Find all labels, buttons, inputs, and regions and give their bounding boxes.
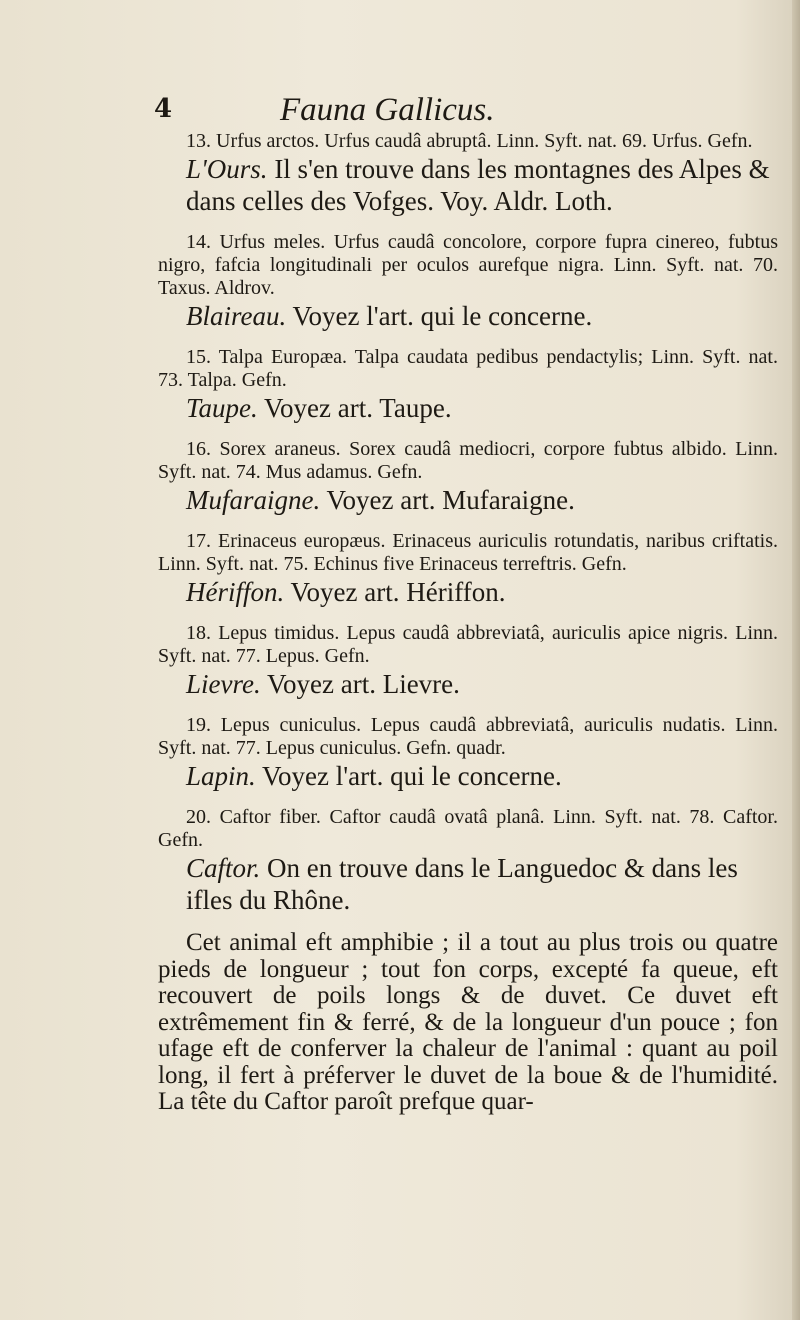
latin-description: 14. Urfus meles. Urfus caudâ concolore, corpore fupra cinereo, fubtus nigro, fafcia longitudinali per oculos aurefque nigra. Linn. Syft. nat. 70. Taxus. Aldrov.	[158, 231, 778, 299]
page-number: 4	[154, 94, 173, 124]
french-note	[158, 153, 778, 217]
species-entry-19	[158, 714, 778, 792]
latin-description: 17. Erinaceus europæus. Erinaceus auriculis rotundatis, naribus criftatis. Linn. Syft. nat. 75. Echinus five Erinaceus terreftris. Gefn.	[158, 530, 778, 575]
french-text: Il s'en trouve dans les montagnes des Alpes & dans celles des Vofges. Voy. Aldr. Loth.	[186, 154, 770, 216]
latin-description: 18. Lepus timidus. Lepus caudâ abbreviatâ, auriculis apice nigris. Linn. Syft. nat. 77. Lepus. Gefn.	[158, 622, 778, 667]
french-text: Voyez l'art. qui le concerne.	[286, 301, 593, 331]
species-entry-20	[158, 806, 778, 916]
french-text: Voyez art. Taupe.	[257, 393, 452, 423]
species-entry-14	[158, 231, 778, 332]
latin-description: 16. Sorex araneus. Sorex caudâ mediocri, corpore fubtus albido. Linn. Syft. nat. 74. Mus adamus. Gefn.	[158, 438, 778, 483]
species-entry-17	[158, 530, 778, 608]
page-body	[158, 130, 778, 1116]
species-entry-16	[158, 438, 778, 516]
body-paragraph: Cet animal eft amphibie ; il a tout au plus trois ou quatre pieds de longueur ; tout fon corps, excepté fa queue, eft recouvert de poils longs & de duvet. Ce duvet eft extrêmement fin & ferré, & de la longueur d'un pouce ; fon ufage eft de conferver la chaleur de l'animal : quant au poil long, il fert à préferver le duvet de la boue & de l'humidité. La tête du Caftor paroît prefque quar-	[158, 929, 778, 1115]
french-name: Lievre.	[186, 669, 261, 699]
species-entry-13	[158, 130, 778, 217]
latin-description: 20. Caftor fiber. Caftor caudâ ovatâ planâ. Linn. Syft. nat. 78. Caftor. Gefn.	[158, 806, 778, 851]
page-edge	[792, 0, 800, 1320]
latin-description: 19. Lepus cuniculus. Lepus caudâ abbreviatâ, auriculis nudatis. Linn. Syft. nat. 77. Lepus cuniculus. Gefn. quadr.	[158, 714, 778, 759]
latin-description: 13. Urfus arctos. Urfus caudâ abruptâ. Linn. Syft. nat. 69. Urfus. Gefn.	[186, 130, 753, 152]
french-note	[158, 392, 778, 424]
species-entry-18	[158, 622, 778, 700]
french-name: Blaireau.	[186, 301, 287, 331]
french-name: Hériffon.	[186, 577, 285, 607]
french-note	[158, 760, 778, 792]
french-name: Caftor.	[186, 853, 261, 883]
french-text: Voyez art. Hériffon.	[284, 577, 506, 607]
french-note	[158, 300, 778, 332]
french-note	[158, 668, 778, 700]
french-text: Voyez art. Mufaraigne.	[320, 485, 575, 515]
french-name: Mufaraigne.	[186, 485, 321, 515]
french-text: On en trouve dans le Languedoc & dans les ifles du Rhône.	[186, 853, 738, 915]
french-name: Lapin.	[186, 761, 256, 791]
species-entry-15	[158, 346, 778, 424]
french-name: Taupe.	[186, 393, 258, 423]
french-text: Voyez l'art. qui le concerne.	[255, 761, 562, 791]
french-note	[158, 852, 778, 916]
latin-description: 15. Talpa Europæa. Talpa caudata pedibus pendactylis; Linn. Syft. nat. 73. Talpa. Gefn.	[158, 346, 778, 391]
french-note	[158, 576, 778, 608]
french-text: Voyez art. Lievre.	[260, 669, 460, 699]
french-note	[158, 484, 778, 516]
french-name: L'Ours.	[186, 154, 268, 184]
page-header	[150, 92, 770, 132]
running-title: Fauna Gallicus.	[280, 92, 495, 128]
